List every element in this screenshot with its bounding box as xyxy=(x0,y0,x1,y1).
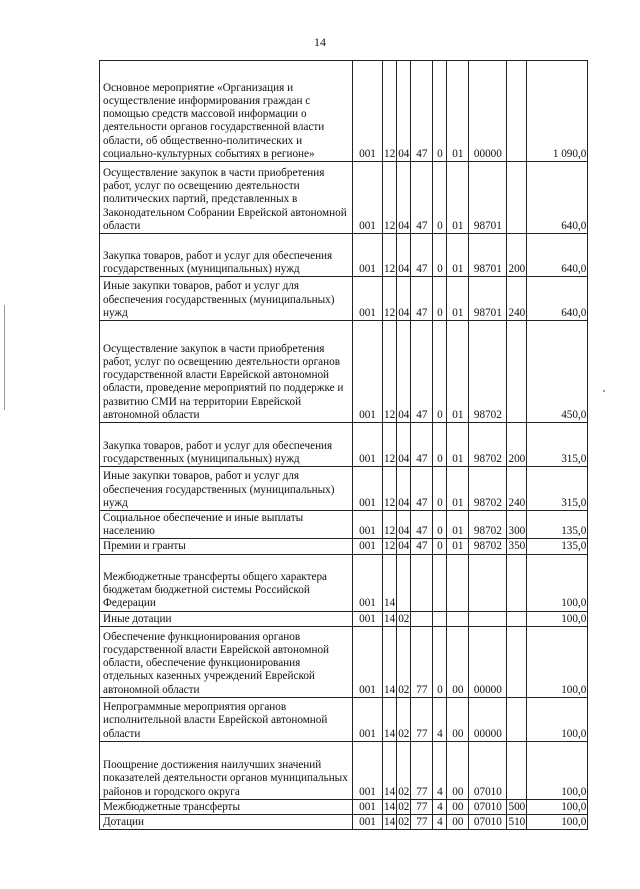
table-row xyxy=(100,321,588,423)
code-subprogram xyxy=(433,611,447,626)
code-subprogram: 0 xyxy=(433,277,447,321)
table-row xyxy=(100,697,588,741)
code-event: 00 xyxy=(447,815,469,830)
row-sum: 640,0 xyxy=(527,162,588,234)
row-sum: 640,0 xyxy=(527,234,588,277)
code-event: 00 xyxy=(447,697,469,741)
row-sum: 100,0 xyxy=(527,611,588,626)
code-event: 01 xyxy=(447,511,469,539)
code-event: 01 xyxy=(447,467,469,511)
table-row xyxy=(100,277,588,321)
row-name: Основное мероприятие «Организация и осуществление информирования граждан с помощью средств массовой информации о деятельности органов государственной власти области, об общественно-политических и социально-культурных событиях в регионе» xyxy=(100,61,353,162)
code-rz: 12 xyxy=(384,540,396,553)
row-name: Закупка товаров, работ и услуг для обеспечения государственных (муниципальных) нужд xyxy=(100,234,353,277)
table-row xyxy=(100,423,588,467)
scan-mark xyxy=(603,390,605,392)
table-row xyxy=(100,61,588,162)
code-min: 001 xyxy=(353,234,383,277)
code-subprogram: 4 xyxy=(433,741,447,799)
code-direction xyxy=(469,554,507,611)
code-rz: 12 xyxy=(383,277,397,321)
code-vr: 500 xyxy=(508,800,526,813)
code-vr: 300 xyxy=(507,511,527,539)
code-vr: 240 xyxy=(507,467,527,511)
code-vr xyxy=(507,162,527,234)
code-rz: 14 xyxy=(384,612,396,625)
row-name: Иные закупки товаров, работ и услуг для обеспечения государственных (муниципальных) нужд xyxy=(100,277,353,321)
row-name: Иные закупки товаров, работ и услуг для обеспечения государственных (муниципальных) нужд xyxy=(100,467,353,511)
row-name: Обеспечение функционирования органов государственной власти Еврейской автономной области, обеспечение функционирования отдельных казенных учреждений Еврейской автономной области xyxy=(100,626,353,697)
code-vr xyxy=(507,61,527,162)
row-sum: 100,0 xyxy=(527,554,588,611)
code-vr: 240 xyxy=(507,277,527,321)
code-vr xyxy=(507,554,527,611)
code-min: 001 xyxy=(353,467,383,511)
row-name: Межбюджетные трансферты общего характера бюджетам бюджетной системы Российской Федерации xyxy=(100,554,353,611)
code-min: 001 xyxy=(353,626,383,697)
code-direction: 98701 xyxy=(469,234,507,277)
code-event xyxy=(447,611,469,626)
code-min: 001 xyxy=(353,423,383,467)
code-program: 47 xyxy=(411,277,433,321)
code-direction: 98701 xyxy=(469,162,507,234)
code-subprogram: 0 xyxy=(433,626,447,697)
code-direction: 98701 xyxy=(469,277,507,321)
code-direction: 07010 xyxy=(469,815,507,830)
code-direction: 98702 xyxy=(469,467,507,511)
row-name: Дотации xyxy=(100,815,353,830)
code-program: 47 xyxy=(411,423,433,467)
code-event: 01 xyxy=(447,162,469,234)
table-row xyxy=(100,539,588,554)
code-subprogram: 4 xyxy=(433,799,447,814)
code-vr: 350 xyxy=(508,540,526,553)
code-program: 47 xyxy=(411,467,433,511)
code-program: 47 xyxy=(411,539,433,554)
code-min: 001 xyxy=(353,277,383,321)
code-subprogram: 0 xyxy=(433,423,447,467)
code-rz: 14 xyxy=(384,800,396,813)
code-min: 001 xyxy=(353,321,383,423)
row-sum: 100,0 xyxy=(527,815,588,830)
code-min: 001 xyxy=(353,815,383,830)
row-sum: 450,0 xyxy=(527,321,588,423)
row-sum: 100,0 xyxy=(527,697,588,741)
row-sum: 1 090,0 xyxy=(527,61,588,162)
code-direction xyxy=(469,611,507,626)
code-subprogram: 0 xyxy=(433,511,447,539)
table-row xyxy=(100,234,588,277)
code-program: 77 xyxy=(411,626,433,697)
code-direction: 98702 xyxy=(469,539,507,554)
table-row xyxy=(100,467,588,511)
code-vr xyxy=(507,741,527,799)
code-subprogram: 0 xyxy=(433,61,447,162)
code-event: 01 xyxy=(447,61,469,162)
row-name: Непрограммные мероприятия органов исполнительной власти Еврейской автономной области xyxy=(100,697,353,741)
code-program: 47 xyxy=(411,511,433,539)
code-vr: 200 xyxy=(507,234,527,277)
code-event: 01 xyxy=(447,423,469,467)
code-direction: 98702 xyxy=(469,321,507,423)
code-event: 01 xyxy=(447,321,469,423)
code-pr: 04 xyxy=(397,234,411,277)
code-program xyxy=(411,611,433,626)
row-name: Закупка товаров, работ и услуг для обеспечения государственных (муниципальных) нужд xyxy=(100,423,353,467)
code-pr: 02 xyxy=(398,800,410,813)
code-rz: 12 xyxy=(383,423,397,467)
page-number: 14 xyxy=(314,35,326,49)
code-direction: 00000 xyxy=(469,61,507,162)
code-direction: 07010 xyxy=(469,741,507,799)
table-row xyxy=(100,511,588,539)
code-subprogram: 0 xyxy=(433,467,447,511)
row-sum: 100,0 xyxy=(527,741,588,799)
code-event: 00 xyxy=(447,626,469,697)
code-event: 01 xyxy=(447,234,469,277)
row-sum: 640,0 xyxy=(527,277,588,321)
row-sum: 135,0 xyxy=(527,539,588,554)
code-direction: 07010 xyxy=(469,799,507,814)
code-program: 47 xyxy=(411,162,433,234)
code-rz: 14 xyxy=(383,554,397,611)
table-row xyxy=(100,554,588,611)
table-row xyxy=(100,162,588,234)
code-min: 001 xyxy=(353,539,383,554)
code-rz: 12 xyxy=(383,511,397,539)
code-program: 77 xyxy=(411,741,433,799)
code-min: 001 xyxy=(353,511,383,539)
row-name: Межбюджетные трансферты xyxy=(100,799,353,814)
code-program: 77 xyxy=(411,799,433,814)
code-subprogram: 0 xyxy=(433,234,447,277)
code-direction: 00000 xyxy=(469,697,507,741)
table-row xyxy=(100,741,588,799)
row-sum: 100,0 xyxy=(527,799,588,814)
row-name: Премии и гранты xyxy=(100,539,353,554)
code-rz: 14 xyxy=(383,697,397,741)
code-event: 00 xyxy=(447,741,469,799)
code-rz: 12 xyxy=(383,467,397,511)
code-direction: 00000 xyxy=(469,626,507,697)
row-name: Осуществление закупок в части приобретения работ, услуг по освещению деятельности органов государственной власти Еврейской автономной области, проведение мероприятий по поддержке и развитию СМИ на территории Еврейской автономной области xyxy=(100,321,353,423)
code-event: 01 xyxy=(447,539,469,554)
row-sum: 315,0 xyxy=(527,423,588,467)
code-rz: 12 xyxy=(383,234,397,277)
code-vr: 510 xyxy=(508,816,526,829)
code-rz: 12 xyxy=(383,162,397,234)
table-row xyxy=(100,626,588,697)
code-pr: 02 xyxy=(398,612,410,625)
row-name: Иные дотации xyxy=(100,611,353,626)
code-pr: 02 xyxy=(397,741,411,799)
code-direction: 98702 xyxy=(469,511,507,539)
code-rz: 14 xyxy=(383,741,397,799)
code-pr: 04 xyxy=(397,61,411,162)
code-pr: 04 xyxy=(397,467,411,511)
code-vr xyxy=(507,697,527,741)
code-vr xyxy=(507,626,527,697)
code-program: 47 xyxy=(411,321,433,423)
code-pr: 04 xyxy=(397,162,411,234)
code-vr: 200 xyxy=(507,423,527,467)
code-subprogram xyxy=(433,554,447,611)
code-min: 001 xyxy=(353,697,383,741)
code-subprogram: 4 xyxy=(433,815,447,830)
code-vr xyxy=(507,611,527,626)
code-pr: 04 xyxy=(398,540,410,553)
code-min: 001 xyxy=(353,741,383,799)
code-min: 001 xyxy=(353,162,383,234)
code-program xyxy=(411,554,433,611)
row-sum: 100,0 xyxy=(527,626,588,697)
code-pr: 04 xyxy=(397,511,411,539)
code-vr xyxy=(507,321,527,423)
code-pr: 04 xyxy=(397,277,411,321)
code-min: 001 xyxy=(353,799,383,814)
code-program: 77 xyxy=(411,697,433,741)
row-sum: 315,0 xyxy=(527,467,588,511)
budget-table xyxy=(99,60,588,830)
code-pr: 04 xyxy=(397,321,411,423)
code-event xyxy=(447,554,469,611)
code-subprogram: 0 xyxy=(433,162,447,234)
code-pr: 04 xyxy=(397,423,411,467)
table-row xyxy=(100,799,588,814)
code-rz: 14 xyxy=(384,816,396,829)
table-row xyxy=(100,815,588,830)
code-rz: 14 xyxy=(383,626,397,697)
code-program: 47 xyxy=(411,234,433,277)
code-rz: 12 xyxy=(383,61,397,162)
code-subprogram: 0 xyxy=(433,539,447,554)
code-rz: 12 xyxy=(383,321,397,423)
code-pr: 02 xyxy=(397,697,411,741)
code-min: 001 xyxy=(353,611,383,626)
code-program: 47 xyxy=(411,61,433,162)
code-min: 001 xyxy=(353,61,383,162)
scan-mark xyxy=(4,305,5,410)
code-direction: 98702 xyxy=(469,423,507,467)
code-pr: 02 xyxy=(398,816,410,829)
code-event: 00 xyxy=(447,799,469,814)
code-subprogram: 4 xyxy=(433,697,447,741)
table-row xyxy=(100,611,588,626)
row-name: Поощрение достижения наилучших значений показателей деятельности органов муниципальных районов и городского округа xyxy=(100,741,353,799)
code-program: 77 xyxy=(411,815,433,830)
row-sum: 135,0 xyxy=(527,511,588,539)
row-name: Социальное обеспечение и иные выплаты населению xyxy=(100,511,353,539)
row-name: Осуществление закупок в части приобретения работ, услуг по освещению деятельности политических партий, представленных в Законодательном Собрании Еврейской автономной области xyxy=(100,162,353,234)
code-pr xyxy=(397,554,411,611)
code-subprogram: 0 xyxy=(433,321,447,423)
code-pr: 02 xyxy=(397,626,411,697)
code-min: 001 xyxy=(353,554,383,611)
code-event: 01 xyxy=(447,277,469,321)
